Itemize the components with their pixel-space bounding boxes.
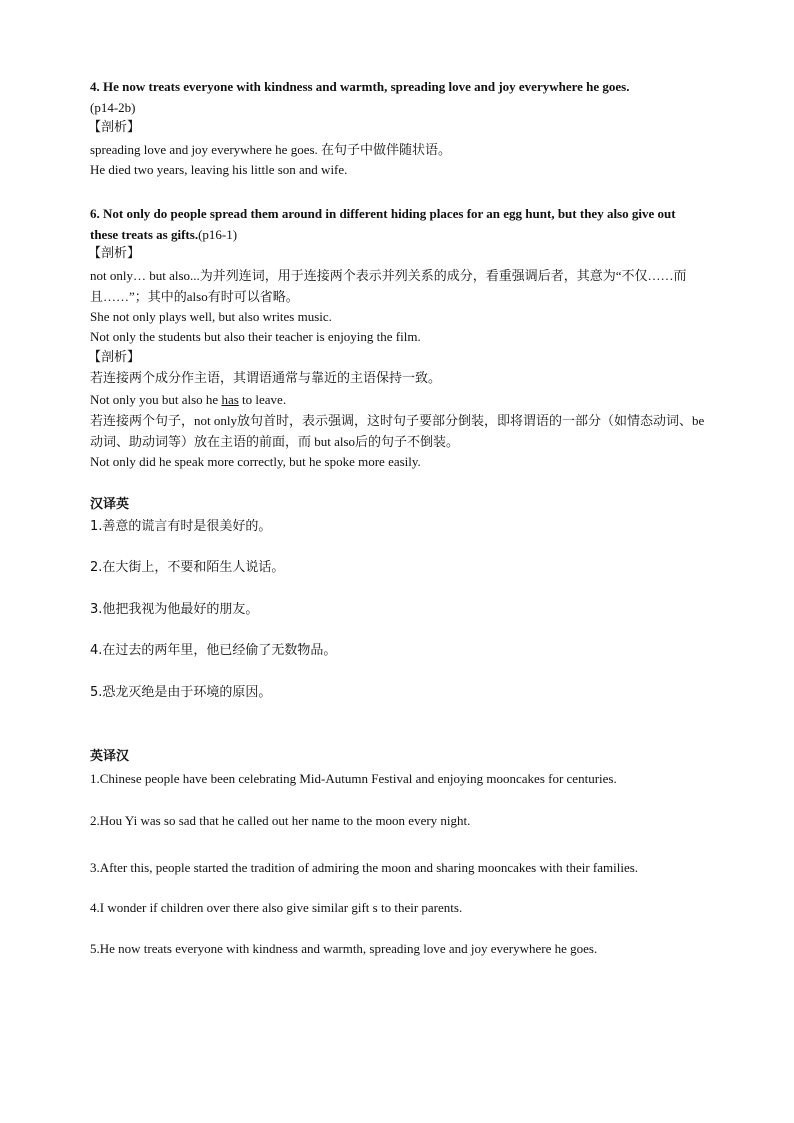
c2e-item: 4.在过去的两年里，他已经偷了无数物品。 [90,643,337,658]
analysis-label: 【剖析】 [88,120,141,135]
analysis-note: not only… but also...为并列连词，用于连接两个表示并列关系的成分，看重强调后者，其意为“不仅……而且……”；其中的also有时可以省略。 [90,268,687,304]
analysis-note: spreading love and joy everywhere he goes. 在句子中做伴随状语。 [90,142,452,157]
c2e-item: 3.他把我视为他最好的朋友。 [90,602,259,617]
e2c-item: 3.After this, people started the tradition of admiring the moon and sharing mooncakes with their families. [90,860,639,875]
e2c-item: 4.I wonder if children over there also give similar gift s to their parents. [90,900,463,915]
sentence-6-title: 6. Not only do people spread them around in different hiding places for an egg hunt, but they also give out these treats as gifts.(p16-1) [90,206,676,242]
analysis-note: 若连接两个成分作主语，其谓语通常与靠近的主语保持一致。 [90,371,442,386]
example-sentence: Not only the students but also their teacher is enjoying the film. [90,329,421,344]
e2c-item: 5.He now treats everyone with kindness and warmth, spreading love and joy everywhere he goes. [90,941,598,956]
sentence-4-ref: (p14-2b) [90,100,136,115]
e2c-item: 2.Hou Yi was so sad that he called out her name to the moon every night. [90,813,471,828]
c2e-item: 1.善意的谎言有时是很美好的。 [90,519,272,534]
analysis-note: 若连接两个句子，not only放句首时，表示强调，这时句子要部分倒装，即将谓语的一部分（如情态动词、be动词、助动词等）放在主语的前面，而 but also后的句子不倒装。 [90,413,705,449]
sentence-4-title: 4. He now treats everyone with kindness and warmth, spreading love and joy everywhere he goes. [90,79,630,94]
analysis-label: 【剖析】 [88,246,141,261]
e2c-item: 1.Chinese people have been celebrating Mid-Autumn Festival and enjoying mooncakes for centuries. [90,771,617,786]
example-sentence: Not only you but also he has to leave. [90,392,287,407]
example-sentence: Not only did he speak more correctly, but he spoke more easily. [90,454,421,469]
section-heading-c2e: 汉译英 [90,497,130,512]
c2e-item: 5.恐龙灭绝是由于环境的原因。 [90,685,272,700]
analysis-label: 【剖析】 [88,350,141,365]
section-heading-e2c: 英译汉 [90,749,130,764]
c2e-item: 2.在大街上，不要和陌生人说话。 [90,560,285,575]
example-sentence: He died two years, leaving his little son and wife. [90,162,348,177]
example-sentence: She not only plays well, but also writes music. [90,309,332,324]
